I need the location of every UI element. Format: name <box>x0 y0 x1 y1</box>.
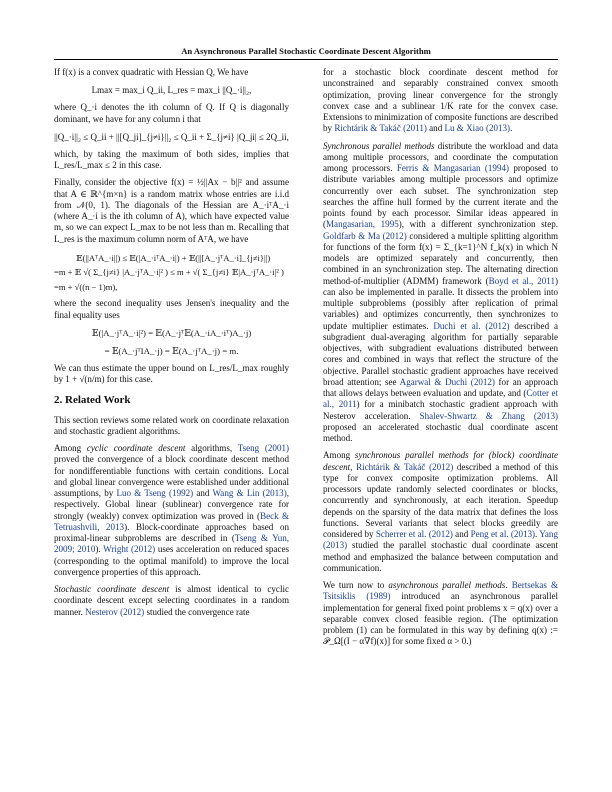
paragraph: We can thus estimate the upper bound on L_res/L_max roughly by 1 + √(n/m) for this case. <box>54 362 289 384</box>
text: Among <box>54 443 87 453</box>
citation-link[interactable]: Nesterov (2012) <box>85 606 145 617</box>
citation-link[interactable]: Richtárik & Takáč (2012) <box>356 461 454 472</box>
paragraph <box>323 67 558 135</box>
text: algorithms, <box>185 443 238 453</box>
text: described a method of this type for convex composite optimization problems. All processors update randomly selected coordinates or blocks, concurrently and synchronously, at each iteration. Speedup depends on the sparsity of the data matrix that defines the loss functions. Several variants that select blocks greedily are considered by <box>323 461 558 539</box>
citation-link[interactable]: Bertsekas & Tsitsiklis (1989) <box>323 580 558 602</box>
emphasis: Stochastic coordinate descent <box>54 584 170 594</box>
text: and <box>193 488 213 498</box>
text: and <box>452 529 471 539</box>
citation-link[interactable]: Yang (2013) <box>323 529 558 551</box>
citation-link[interactable]: Mangasarian, 1995 <box>326 219 399 230</box>
paragraph-sync-coordinate <box>323 450 558 574</box>
citation-link[interactable]: Agarwal & Duchi (2012) <box>399 376 495 387</box>
text: . <box>505 580 512 590</box>
citation-link[interactable]: Goldfarb & Ma (2012) <box>323 230 407 241</box>
right-column <box>323 67 558 654</box>
emphasis: Synchronous parallel methods <box>323 140 435 151</box>
paragraph-stochastic <box>54 584 289 618</box>
text: ) can also be implemented in paralle. It dissects the problem into multiple subproblems (possibly after replication of primal variables) and optimizes concurrently, then synchronizes to update multiplier estimates. <box>323 275 559 331</box>
text: is almost identical to cyclic coordinate descent except selecting coordinates in a random manner. <box>54 584 289 617</box>
text: proved the convergence of a block coordinate descent method for nondifferentiable functions with certain conditions. Local and global linear convergence were established under additional assumptions, by <box>54 454 289 498</box>
citation-link[interactable]: Shalev-Shwartz & Zhang (2013) <box>419 410 558 421</box>
emphasis: asynchronous parallel methods <box>388 580 506 590</box>
section-heading: 2. Related Work <box>54 394 131 407</box>
citation-link[interactable]: Ferris & Mangasarian (1994) <box>396 163 510 173</box>
left-column <box>54 67 289 624</box>
equation-line: =m + 𝔼 √( Σ_{j≠i} |A_·jᵀA_·i|² ) ≤ m + √( Σ_{j≠i} 𝔼|A_·jᵀA_·i|² ) <box>54 267 284 278</box>
running-header: An Asynchronous Parallel Stochastic Coordinate Descent Algorithm <box>181 46 431 56</box>
citation-link[interactable]: Luo & Tseng (1992) <box>116 488 194 498</box>
text: uses acceleration on reduced spaces (corresponding to the optimal manifold) to improve the local convergence properties of this approach. <box>54 544 289 577</box>
text: , <box>350 461 357 472</box>
paragraph: This section reviews some related work on coordinate relaxation and stochastic gradient algorithms. <box>54 414 289 436</box>
emphasis: cyclic coordinate descent <box>86 443 186 453</box>
emphasis: synchronous parallel methods for (block) coordinate descent <box>323 450 559 472</box>
text: described a subgradient dual-averaging algorithm for partially separable objectives, with subgradient evaluations distributed between cores and combined in ways that reflect the structure of the objective. Parallel stochastic gradient approaches have received broad attention; see <box>323 320 558 387</box>
text: We turn now to <box>323 580 389 590</box>
paragraph-cyclic <box>54 443 289 578</box>
paragraph: where Q_·i denotes the ith column of Q. If Q is diagonally dominant, we have for any column i that <box>54 102 289 124</box>
citation-link[interactable]: Tseng (2001) <box>237 443 290 453</box>
citation-link[interactable]: Peng et al. (2013) <box>470 529 536 539</box>
equation-line: =m + √((n − 1)m), <box>54 281 118 292</box>
header-rule <box>54 59 558 60</box>
citation-link[interactable]: Scherrer et al. (2012) <box>375 529 453 539</box>
equation-diagonal-dominance: ||Q_·i||₂ ≤ Q_ii + ||[Q_ji]_{j≠i}||₂ ≤ Q_ii + Σ_{j≠i} |Q_ji| ≤ 2Q_ii, <box>54 131 289 142</box>
citation-link[interactable]: Cotter et al., 2011 <box>323 388 559 410</box>
paragraph: Finally, consider the objective f(x) = ½||Ax − b||² and assume that A ∈ ℝ^{m×n} is a random matrix whose entries are i.i.d from 𝒩(0, 1). The diagonals of the Hessian are A_·iᵀA_·i (where A_·i is the ith column of A), which have expected value m, so we can expect L_max to be not less than m. Recalling that L_res is the maximum column norm of AᵀA, we have <box>54 177 289 244</box>
citation-link[interactable]: Richtárik & Takáč (2011) <box>334 123 427 134</box>
paragraph: where the second inequality uses Jensen's inequality and the final equality uses <box>54 298 289 320</box>
text: ), with a different synchronization step. <box>398 219 558 230</box>
text: and <box>426 123 445 134</box>
text: ). <box>95 544 104 555</box>
equation-line: = 𝔼(A_·jᵀIA_·j) = 𝔼(A_·jᵀA_·j) = m. <box>104 345 239 356</box>
text: ). Block-coordinate approaches based on proximal-linear subproblems are described in ( <box>54 521 289 543</box>
text: ) for a minibatch stochastic gradient approach with Nesterov acceleration. <box>323 399 558 421</box>
text: introduced an asynchronous parallel implementation for general fixed point problems x = q(x) over a separable convex closed feasible region. (The optimization problem (1) can be formulated in this way by defining q(x) := 𝒫_Ω[(I − α∇f)(x)] for some fixed α > 0.) <box>323 591 558 647</box>
text: studied the convergence rate <box>144 606 250 617</box>
equation-lmax-lres: Lmax = max_i Q_ii, L_res = max_i ||Q_·i||₂, <box>91 85 252 96</box>
citation-link[interactable]: Tseng & Yun, 2009; 2010 <box>54 533 289 555</box>
citation-link[interactable]: Lu & Xiao (2013) <box>444 123 511 134</box>
text: distribute the workload and data among multiple processors, and coordinate the computation among processors. <box>323 140 558 173</box>
text: proposed an accelerated stochastic dual coordinate ascent method. <box>323 421 558 443</box>
equation-line: 𝔼(||AᵀA_·i||) ≤ 𝔼(|A_·iᵀA_·i|) + 𝔼(||[A_·jᵀA_·i]_{j≠i}||) <box>76 252 271 263</box>
text: . <box>535 529 540 539</box>
text: , respectively. Global linear (sublinear) convergence rate for strongly (weakly) convex optimization was proved in ( <box>54 488 289 521</box>
equation-expectation-bound <box>54 251 289 295</box>
text: considered a multiple splitting algorithm for functions of the form f(x) = Σ_{k=1}^N f_k(x) in which N models are optimized separately and concurrently, then combined in an synchronization step. The alternating direction method-of-multiplier (ADMM) framework ( <box>323 230 559 286</box>
text: proposed to distribute variables among multiple processors and optimize concurrently over each subset. The synchronization step searches the affine hull formed by the current iterate and the points found by each processor. Similar ideas appeared in ( <box>323 163 558 230</box>
equation-line: 𝔼(|A_·jᵀA_·i|²) = 𝔼(A_·jᵀ𝔼(A_·iA_·iᵀ)A_·j) <box>91 327 252 338</box>
citation-link[interactable]: Wang & Lin (2013) <box>212 488 287 498</box>
paragraph: which, by taking the maximum of both sides, implies that L_res/L_max ≤ 2 in this case. <box>54 148 289 170</box>
text: for a stochastic block coordinate descent method for unconstrained and separably constrained convex smooth optimization, proving linear convergence for the strongly convex case and a sublinear 1/K rate for the convex case. Extensions to minimization of composite functions are described by <box>323 67 558 134</box>
text: . <box>510 123 513 134</box>
citation-link[interactable]: Wright (2012) <box>103 544 156 555</box>
text: Among <box>323 450 355 461</box>
paragraph: If f(x) is a convex quadratic with Hessian Q, We have <box>54 67 249 77</box>
text: for an approach that allows delays between evaluation and update, and ( <box>323 376 558 398</box>
citation-link[interactable]: Boyd et al., 2011 <box>488 275 555 286</box>
text: studied the parallel stochastic dual coordinate ascent method and emphasized the balance between computation and communication. <box>323 540 558 573</box>
citation-link[interactable]: Beck & Tetruashvili, 2013 <box>54 510 289 532</box>
paragraph-asynchronous <box>323 580 558 648</box>
citation-link[interactable]: Duchi et al. (2012) <box>433 320 510 331</box>
paragraph-synchronous <box>323 141 558 445</box>
